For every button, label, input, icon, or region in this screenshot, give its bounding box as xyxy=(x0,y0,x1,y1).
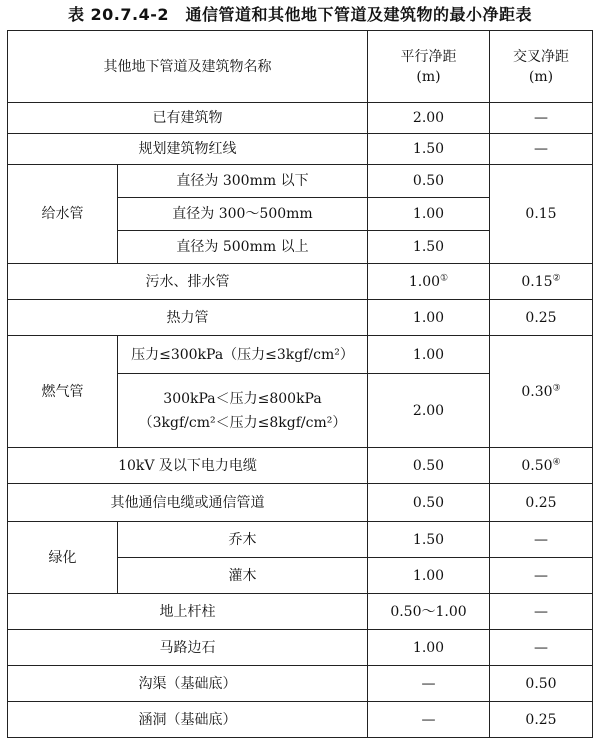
footnote-mark: ④ xyxy=(552,456,561,467)
row-name: 涵洞（基础底） xyxy=(8,702,368,738)
row-cross: — xyxy=(490,522,593,558)
header-parallel xyxy=(368,31,490,103)
row-parallel: 1.00 xyxy=(368,630,490,666)
row-cross-value: 0.15 xyxy=(521,273,553,290)
row-name: 规划建筑物红线 xyxy=(8,134,368,165)
header-parallel-label: 平行净距 xyxy=(400,48,457,65)
row-cross xyxy=(490,448,593,484)
table-row xyxy=(8,448,593,484)
row-parallel: 0.50 xyxy=(368,165,490,198)
row-name: 其他通信电缆或通信管道 xyxy=(8,484,368,522)
row-name: 沟渠（基础底） xyxy=(8,666,368,702)
row-cross: 0.50 xyxy=(490,666,593,702)
row-parallel: 1.50 xyxy=(368,231,490,264)
table-row xyxy=(8,103,593,134)
table-row xyxy=(8,165,593,198)
table-row xyxy=(8,300,593,336)
table-row xyxy=(8,264,593,300)
row-parallel: 0.50 xyxy=(368,448,490,484)
table-row xyxy=(8,630,593,666)
row-name: 马路边石 xyxy=(8,630,368,666)
sub-name: 直径为 300mm 以下 xyxy=(118,165,368,198)
footnote-mark: ② xyxy=(552,272,561,283)
row-name: 10kV 及以下电力电缆 xyxy=(8,448,368,484)
table-row xyxy=(8,666,593,702)
row-parallel: 1.00 xyxy=(368,198,490,231)
row-cross: — xyxy=(490,558,593,594)
row-cross-value: 0.30 xyxy=(521,383,553,400)
row-parallel: — xyxy=(368,666,490,702)
table-row xyxy=(8,594,593,630)
header-cross-unit: (m) xyxy=(528,68,554,85)
row-parallel: 0.50～1.00 xyxy=(368,594,490,630)
footnote-mark: ① xyxy=(440,272,449,283)
row-parallel: 2.00 xyxy=(368,103,490,134)
table-row xyxy=(8,134,593,165)
row-parallel xyxy=(368,264,490,300)
sub-name-line: 300kPa＜压力≤800kPa xyxy=(163,390,322,407)
row-cross: — xyxy=(490,594,593,630)
sub-name: 直径为 500mm 以上 xyxy=(118,231,368,264)
header-cross-label: 交叉净距 xyxy=(513,48,569,65)
row-parallel-value: 1.00 xyxy=(408,273,441,290)
row-cross: — xyxy=(490,630,593,666)
table-row xyxy=(8,484,593,522)
row-name: 地上杆柱 xyxy=(8,594,368,630)
group-name: 燃气管 xyxy=(8,336,118,448)
header-name-col: 其他地下管道及建筑物名称 xyxy=(8,31,368,103)
row-cross-value: 0.50 xyxy=(521,457,553,474)
group-name: 绿化 xyxy=(8,522,118,594)
row-cross xyxy=(490,336,593,448)
row-cross: 0.25 xyxy=(490,300,593,336)
footnote-mark: ③ xyxy=(552,382,561,393)
sub-name: 乔木 xyxy=(118,522,368,558)
row-parallel: 1.00 xyxy=(368,336,490,374)
header-parallel-unit: (m) xyxy=(416,68,441,85)
sub-name: 压力≤300kPa（压力≤3kgf/cm²） xyxy=(118,336,368,374)
row-name: 热力管 xyxy=(8,300,368,336)
row-parallel: 0.50 xyxy=(368,484,490,522)
header-row xyxy=(8,31,593,103)
clearance-table xyxy=(7,30,593,738)
table-title: 表 20.7.4-2 通信管道和其他地下管道及建筑物的最小净距表 xyxy=(67,5,533,24)
row-cross: 0.25 xyxy=(490,702,593,738)
sub-name: 直径为 300～500mm xyxy=(118,198,368,231)
group-name: 给水管 xyxy=(8,165,118,264)
header-cross xyxy=(490,31,593,103)
sub-name xyxy=(118,374,368,448)
row-parallel: 1.50 xyxy=(368,134,490,165)
row-cross: — xyxy=(490,103,593,134)
row-cross: 0.25 xyxy=(490,484,593,522)
row-cross xyxy=(490,264,593,300)
row-cross: — xyxy=(490,134,593,165)
table-row xyxy=(8,522,593,558)
table-row xyxy=(8,702,593,738)
row-parallel: 2.00 xyxy=(368,374,490,448)
row-parallel: 1.00 xyxy=(368,558,490,594)
row-name: 污水、排水管 xyxy=(8,264,368,300)
row-name: 已有建筑物 xyxy=(8,103,368,134)
table-row xyxy=(8,336,593,374)
sub-name-line: （3kgf/cm²＜压力≤8kgf/cm²） xyxy=(138,414,347,431)
sub-name: 灌木 xyxy=(118,558,368,594)
row-parallel: 1.50 xyxy=(368,522,490,558)
row-cross: 0.15 xyxy=(490,165,593,264)
row-parallel: — xyxy=(368,702,490,738)
row-parallel: 1.00 xyxy=(368,300,490,336)
